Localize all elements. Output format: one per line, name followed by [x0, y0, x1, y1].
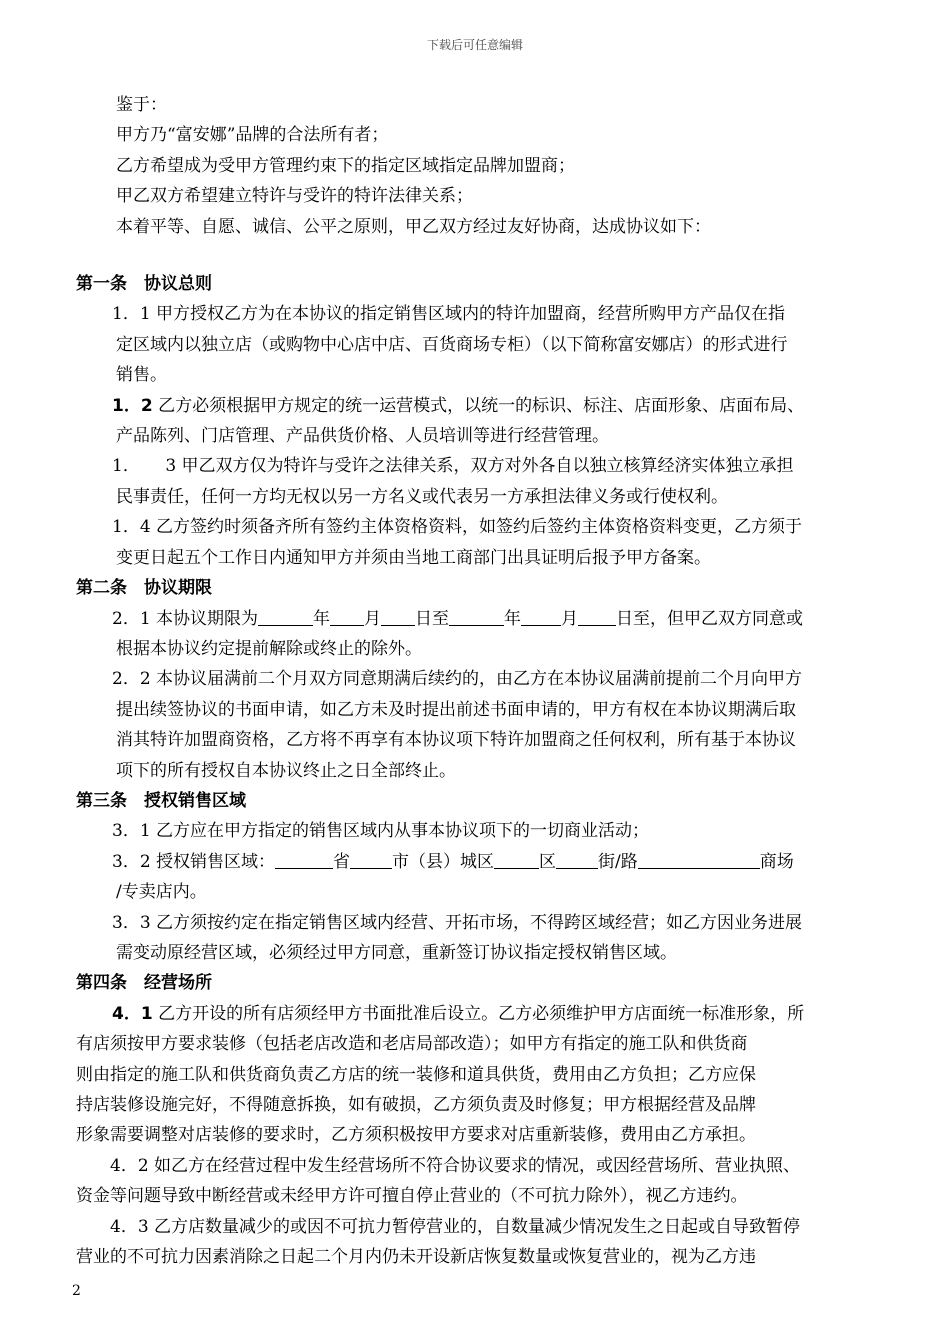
blank-field[interactable] [350, 850, 392, 869]
contract-body [76, 90, 896, 1272]
clause-3-3: 3．3 乙方须按约定在指定销售区域内经营、开拓市场，不得跨区域经营；如乙方因业务进展 [112, 912, 803, 933]
clause-4-2-cont: 资金等问题导致中断经营或未经甲方许可擅自停止营业的（不可抗力除外），视乙方违约。 [76, 1186, 748, 1207]
preamble-line: 甲乙双方希望建立特许与受许的特许法律关系； [116, 186, 473, 207]
clause-1-4: 1．4 乙方签约时须备齐所有签约主体资格资料，如签约后签约主体资格资料变更，乙方须于 [112, 517, 803, 538]
clause-1-1: 1．1 甲方授权乙方为在本协议的指定销售区域内的特许加盟商，经营所购甲方产品仅在指 [112, 304, 786, 325]
clause-1-1-cont: 定区域内以独立店（或购物中心店中店、百货商场专柜）（以下简称富安娜店）的形式进行 [116, 334, 788, 355]
page-number: 2 [72, 1283, 81, 1299]
clause-1-4-cont: 变更日起五个工作日内通知甲方并须由当地工商部门出具证明后报予甲方备案。 [116, 547, 711, 568]
clause-4-1-cont: 则由指定的施工队和供货商负责乙方店的统一装修和道具供货，费用由乙方负担；乙方应保 [76, 1064, 756, 1085]
clause-4-1-cont: 有店须按甲方要求装修（包括老店改造和老店局部改造）；如甲方有指定的施工队和供货商 [76, 1034, 748, 1055]
clause-1-3: 1． 3 甲乙双方仅为特许与受许之法律关系，双方对外各自以独立核算经济实体独立承担 [112, 456, 794, 477]
article-2-title: 第二条 协议期限 [76, 578, 212, 599]
clause-2-2: 2．2 本协议届满前二个月双方同意期满后续约的，由乙方在本协议届满前提前二个月向甲方 [112, 669, 803, 690]
clause-2-1: 2．1 本协议期限为 年 月 日至 年 月 日至，但甲乙双方同意或 [112, 608, 804, 629]
blank-field[interactable] [638, 850, 760, 869]
page-header: 下载后可任意编辑 [426, 38, 523, 52]
article-1-title: 第一条 协议总则 [76, 274, 212, 295]
clause-4-1-cont: 持店装修设施完好，不得随意拆换，如有破损，乙方须负责及时修复；甲方根据经营及品牌 [76, 1095, 756, 1115]
preamble-line: 鉴于： [116, 95, 167, 115]
clause-1-3-cont: 民事责任，任何一方均无权以另一方名义或代表另一方承担法律义务或行使权利。 [116, 486, 728, 507]
blank-field[interactable] [381, 607, 415, 626]
clause-4-1 [76, 999, 896, 1029]
article-4-title: 第四条 经营场所 [76, 973, 212, 994]
clause-4-1-text: 乙方开设的所有店须经甲方书面批准后设立。乙方必须维护甲方店面统一标准形象，所 [152, 1003, 805, 1024]
clause-2-2-cont: 消其特许加盟商资格，乙方将不再享有本协议项下特许加盟商之任何权利，所有基于本协议 [116, 730, 796, 751]
blank-field[interactable] [494, 850, 539, 869]
blank-field[interactable] [578, 607, 616, 626]
clause-2-2-cont: 项下的所有授权自本协议终止之日全部终止。 [116, 760, 456, 781]
clause-3-2: 3．2 授权销售区域： 省 市（县）城区 区 街/路 商场 [112, 851, 794, 872]
clause-3-1: 3．1 乙方应在甲方指定的销售区域内从事本协议项下的一切商业活动； [112, 821, 650, 842]
clause-4-1-number: 4．1 [112, 1003, 153, 1024]
clause-3-2-cont: /专卖店内。 [116, 882, 207, 903]
blank-field[interactable] [275, 850, 333, 869]
clause-1-2-number: 1．2 [112, 395, 153, 416]
clause-1-2 [76, 391, 896, 421]
clause-4-2: 4．2 如乙方在经营过程中发生经营场所不符合协议要求的情况，或因经营场所、营业执照、 [110, 1155, 801, 1176]
article-3-title: 第三条 授权销售区域 [76, 790, 246, 811]
blank-field[interactable] [258, 607, 313, 626]
clause-1-2-text: 乙方必须根据甲方规定的统一运营模式，以统一的标识、标注、店面形象、店面布局、 [152, 395, 805, 416]
blank-field[interactable] [330, 607, 364, 626]
clause-1-2-cont: 产品陈列、门店管理、产品供货价格、人员培训等进行经营管理。 [116, 426, 609, 447]
blank-field[interactable] [449, 607, 504, 626]
clause-4-3: 4．3 乙方店数量减少的或因不可抗力暂停营业的，自数量减少情况发生之日起或自导致暂停 [110, 1216, 801, 1237]
clause-2-2-cont: 提出续签协议的书面申请，如乙方未及时提出前述书面申请的，甲方有权在本协议期满后取 [116, 699, 796, 720]
clause-3-3-cont: 需变动原经营区域，必须经过甲方同意，重新签订协议指定授权销售区域。 [116, 942, 677, 963]
clause-4-1-cont: 形象需要调整对店装修的要求时，乙方须积极按甲方要求对店重新装修，费用由乙方承担。 [76, 1125, 756, 1146]
preamble-line: 甲方乃“富安娜”品牌的合法所有者； [116, 125, 389, 146]
preamble-line: 乙方希望成为受甲方管理约束下的指定区域指定品牌加盟商； [116, 155, 575, 176]
clause-4-3-cont: 营业的不可抗力因素消除之日起二个月内仍未开设新店恢复数量或恢复营业的，视为乙方违 [76, 1247, 756, 1268]
clause-1-1-cont: 销售。 [116, 365, 167, 386]
preamble-line: 本着平等、自愿、诚信、公平之原则，甲乙双方经过友好协商，达成协议如下： [116, 216, 711, 237]
blank-field[interactable] [556, 850, 598, 869]
clause-2-1-cont: 根据本协议约定提前解除或终止的除外。 [116, 638, 422, 659]
blank-field[interactable] [521, 607, 561, 626]
